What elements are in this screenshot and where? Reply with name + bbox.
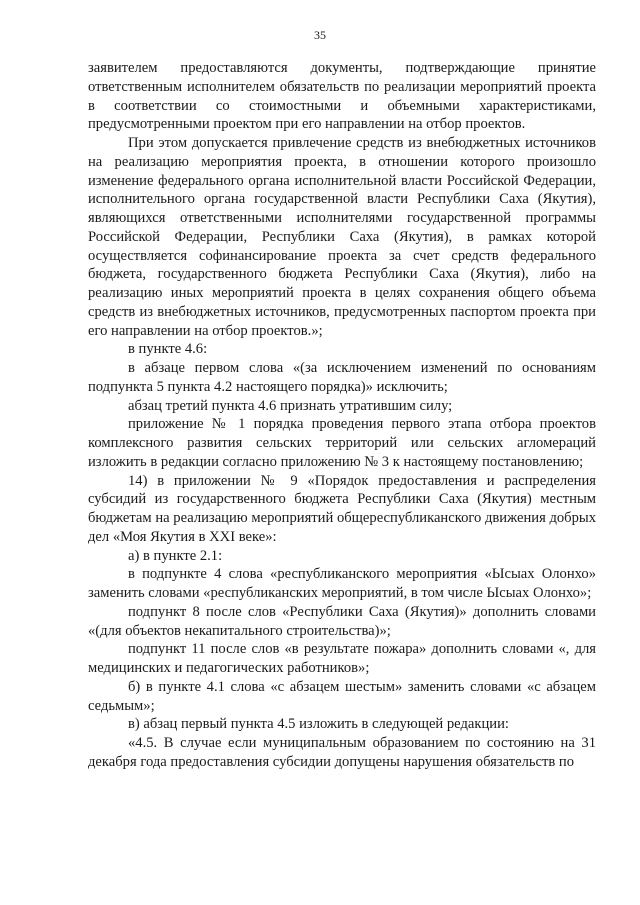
paragraph: заявителем предоставляются документы, подтверждающие принятие ответственным исполнителем обязательств по реализации мероприятий проекта в соответствии со стоимостными и объемными характеристиками, предусмотренными проектом при его направлении на отбор проектов.	[88, 60, 596, 133]
paragraph: в абзаце первом слова «(за исключением изменений по основаниям подпункта 5 пункта 4.2 настоящего порядка)» исключить;	[88, 360, 596, 395]
paragraph: При этом допускается привлечение средств из внебюджетных источников на реализацию мероприятия проекта, в отношении которого произошло изменение федерального органа исполнительной власти Российской Федерации, исполнительного органа государственной власти Республики Саха (Якутия), являющихся ответственными исполнителями государственной программы Российской Федерации, Республики Саха (Якутия), в рамках которой осуществляется софинансирование проекта за счет средств федерального бюджета, государственного бюджета Республики Саха (Якутия), либо на реализацию иных мероприятий проекта в целях сохранения общего объема средств из внебюджетных источников, предусмотренных паспортом проекта при его направлении на отбор проектов.»;	[88, 135, 596, 339]
paragraph: б) в пункте 4.1 слова «с абзацем шестым» заменить словами «с абзацем седьмым»;	[88, 678, 596, 714]
paragraph: приложение № 1 порядка проведения первого этапа отбора проектов комплексного развития сельских территорий или сельских агломераций изложить в редакции согласно приложению № 3 к настоящему постановлению;	[88, 416, 596, 470]
paragraph: а) в пункте 2.1:	[128, 547, 223, 564]
paragraph: в пункте 4.6:	[128, 341, 208, 358]
paragraph: «4.5. В случае если муниципальным образованием по состоянию на 31 декабря года предоставления субсидии допущены нарушения обязательств по	[88, 735, 596, 770]
paragraph: подпункт 11 после слов «в результате пожара» дополнить словами «, для медицинских и педагогических работников»;	[88, 641, 596, 676]
page-number: 35	[314, 28, 326, 42]
paragraph: в) абзац первый пункта 4.5 изложить в следующей редакции:	[128, 716, 509, 733]
paragraph: абзац третий пункта 4.6 признать утратившим силу;	[128, 397, 453, 414]
document-body	[88, 59, 596, 772]
paragraph: подпункт 8 после слов «Республики Саха (Якутия)» дополнить словами «(для объектов некапитального строительства)»;	[88, 603, 596, 639]
paragraph: 14) в приложении № 9 «Порядок предоставления и распределения субсидий из государственного бюджета Республики Саха (Якутия) местным бюджетам на реализацию мероприятий общереспубликанского движения добрых дел «Моя Якутия в XXI веке»:	[88, 472, 596, 545]
paragraph: в подпункте 4 слова «республиканского мероприятия «Ысыах Олонхо» заменить словами «республиканских мероприятий, в том числе Ысыах Олонхо»;	[88, 566, 596, 601]
